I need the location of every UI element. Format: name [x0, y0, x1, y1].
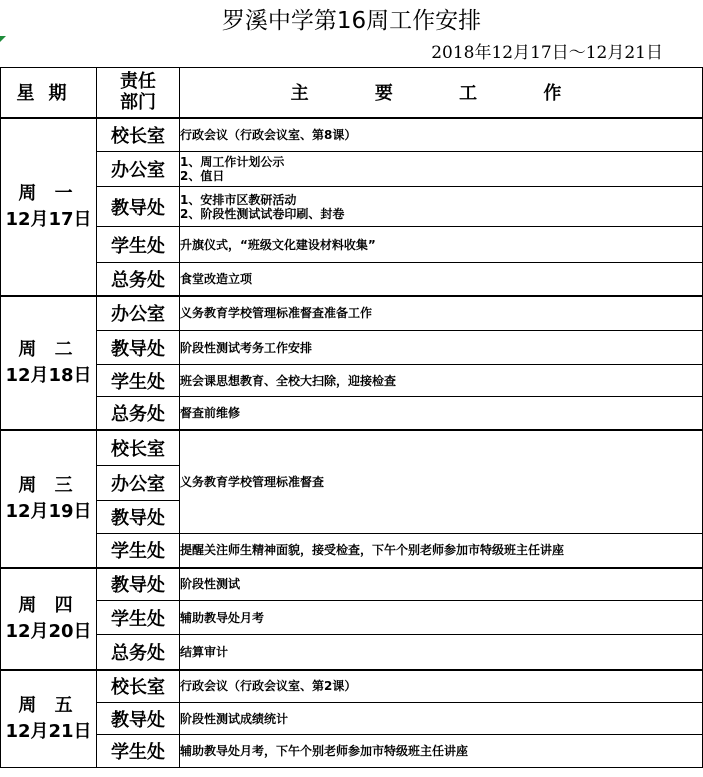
- header-weekday: 星期: [1, 68, 97, 118]
- task-line: 义务教育学校管理标准督查准备工作: [180, 306, 373, 321]
- table-row: [1, 296, 703, 331]
- day-cell-mon: [1, 118, 97, 296]
- dept-cell: 总务处: [97, 397, 180, 430]
- dept-cell: 学生处: [97, 227, 180, 263]
- table-row: [1, 670, 703, 703]
- task-line: 辅助教导处月考，下午个别老师参加市特级班主任讲座: [180, 744, 469, 758]
- day-cell-thu: [1, 568, 97, 670]
- table-row: [1, 703, 703, 735]
- date-label: 12月17日: [5, 208, 92, 230]
- table-row: [1, 152, 703, 187]
- table-row: [1, 187, 703, 227]
- weekday-label: 周 三: [18, 474, 79, 496]
- cell-indicator-icon: [0, 36, 6, 42]
- task-cell: [180, 735, 703, 768]
- task-cell: [180, 227, 703, 263]
- date-label: 12月20日: [5, 620, 92, 642]
- dept-cell: 教导处: [97, 331, 180, 365]
- task-cell: [180, 296, 703, 331]
- dept-cell: 教导处: [97, 501, 180, 534]
- task-line: 行政会议（行政会议室、第8课）: [180, 127, 357, 142]
- task-cell: [180, 187, 703, 227]
- task-cell: [180, 365, 703, 397]
- table-row: [1, 735, 703, 768]
- task-cell: [180, 534, 703, 568]
- schedule-table: [0, 67, 703, 768]
- table-row: [1, 397, 703, 430]
- day-cell-wed: [1, 430, 97, 568]
- task-cell: [180, 118, 703, 152]
- table-row: [1, 430, 703, 466]
- table-row: [1, 263, 703, 296]
- dept-cell: 学生处: [97, 534, 180, 568]
- date-label: 12月18日: [5, 364, 92, 386]
- header-dept-line2: 部门: [120, 92, 156, 114]
- dept-cell: 教导处: [97, 187, 180, 227]
- task-line: 升旗仪式，“班级文化建设材料收集”: [180, 237, 376, 252]
- task-line: 提醒关注师生精神面貌，接受检查，下午个别老师参加市特级班主任讲座: [180, 543, 565, 558]
- task-line: 阶段性测试考务工作安排: [180, 340, 313, 355]
- task-line: 辅助教导处月考: [180, 610, 265, 625]
- weekday-label: 周 四: [18, 594, 79, 616]
- dept-cell: 教导处: [97, 703, 180, 735]
- date-range: 2018年12月17日～12月21日: [431, 43, 663, 63]
- weekday-label: 周 五: [18, 694, 79, 716]
- dept-cell: 办公室: [97, 296, 180, 331]
- dept-cell: 教导处: [97, 568, 180, 601]
- dept-cell: 总务处: [97, 635, 180, 670]
- dept-cell: 学生处: [97, 365, 180, 397]
- table-row: [1, 568, 703, 601]
- task-cell: [180, 568, 703, 601]
- header-main-work: 主 要 工 作: [180, 68, 703, 118]
- task-line: 2、阶段性测试试卷印刷、封卷: [180, 206, 345, 221]
- task-cell-merged: [180, 430, 703, 534]
- weekday-label: 周 二: [18, 338, 79, 360]
- dept-cell: 校长室: [97, 118, 180, 152]
- task-line: 行政会议（行政会议室、第2课）: [180, 679, 357, 694]
- task-cell: [180, 263, 703, 296]
- task-cell: [180, 152, 703, 187]
- date-label: 12月21日: [5, 720, 92, 742]
- task-line: 结算审计: [180, 644, 229, 659]
- dept-cell: 办公室: [97, 152, 180, 187]
- task-line: 1、安排市区教研活动: [180, 192, 297, 207]
- task-cell: [180, 670, 703, 703]
- day-cell-tue: [1, 296, 97, 430]
- task-line: 班会课思想教育、全校大扫除，迎接检查: [180, 373, 397, 388]
- page-title: 罗溪中学第16周工作安排: [221, 8, 482, 34]
- dept-cell: 学生处: [97, 735, 180, 768]
- table-row: [1, 635, 703, 670]
- table-row: [1, 534, 703, 568]
- header-row: [1, 68, 703, 118]
- table-row: [1, 331, 703, 365]
- table-row: [1, 227, 703, 263]
- task-line: 阶段性测试成绩统计: [180, 711, 289, 726]
- dept-cell: 学生处: [97, 601, 180, 635]
- task-line: 2、值日: [180, 169, 225, 183]
- dept-cell: 校长室: [97, 670, 180, 703]
- day-cell-fri: [1, 670, 97, 768]
- task-line: 督查前维修: [180, 405, 241, 420]
- task-line: 义务教育学校管理标准督查: [180, 474, 325, 489]
- task-cell: [180, 331, 703, 365]
- header-dept-line1: 责任: [120, 71, 156, 93]
- task-line: 1、周工作计划公示: [180, 155, 285, 169]
- task-line: 食堂改造立项: [180, 271, 253, 286]
- table-row: [1, 365, 703, 397]
- dept-cell: 总务处: [97, 263, 180, 296]
- task-cell: [180, 703, 703, 735]
- dept-cell: 校长室: [97, 430, 180, 466]
- header-department: [97, 68, 180, 118]
- task-line: 阶段性测试: [180, 577, 241, 592]
- date-label: 12月19日: [5, 500, 92, 522]
- weekday-label: 周 一: [18, 182, 79, 204]
- task-cell: [180, 635, 703, 670]
- task-cell: [180, 601, 703, 635]
- table-row: [1, 601, 703, 635]
- dept-cell: 办公室: [97, 466, 180, 501]
- table-row: [1, 118, 703, 152]
- task-cell: [180, 397, 703, 430]
